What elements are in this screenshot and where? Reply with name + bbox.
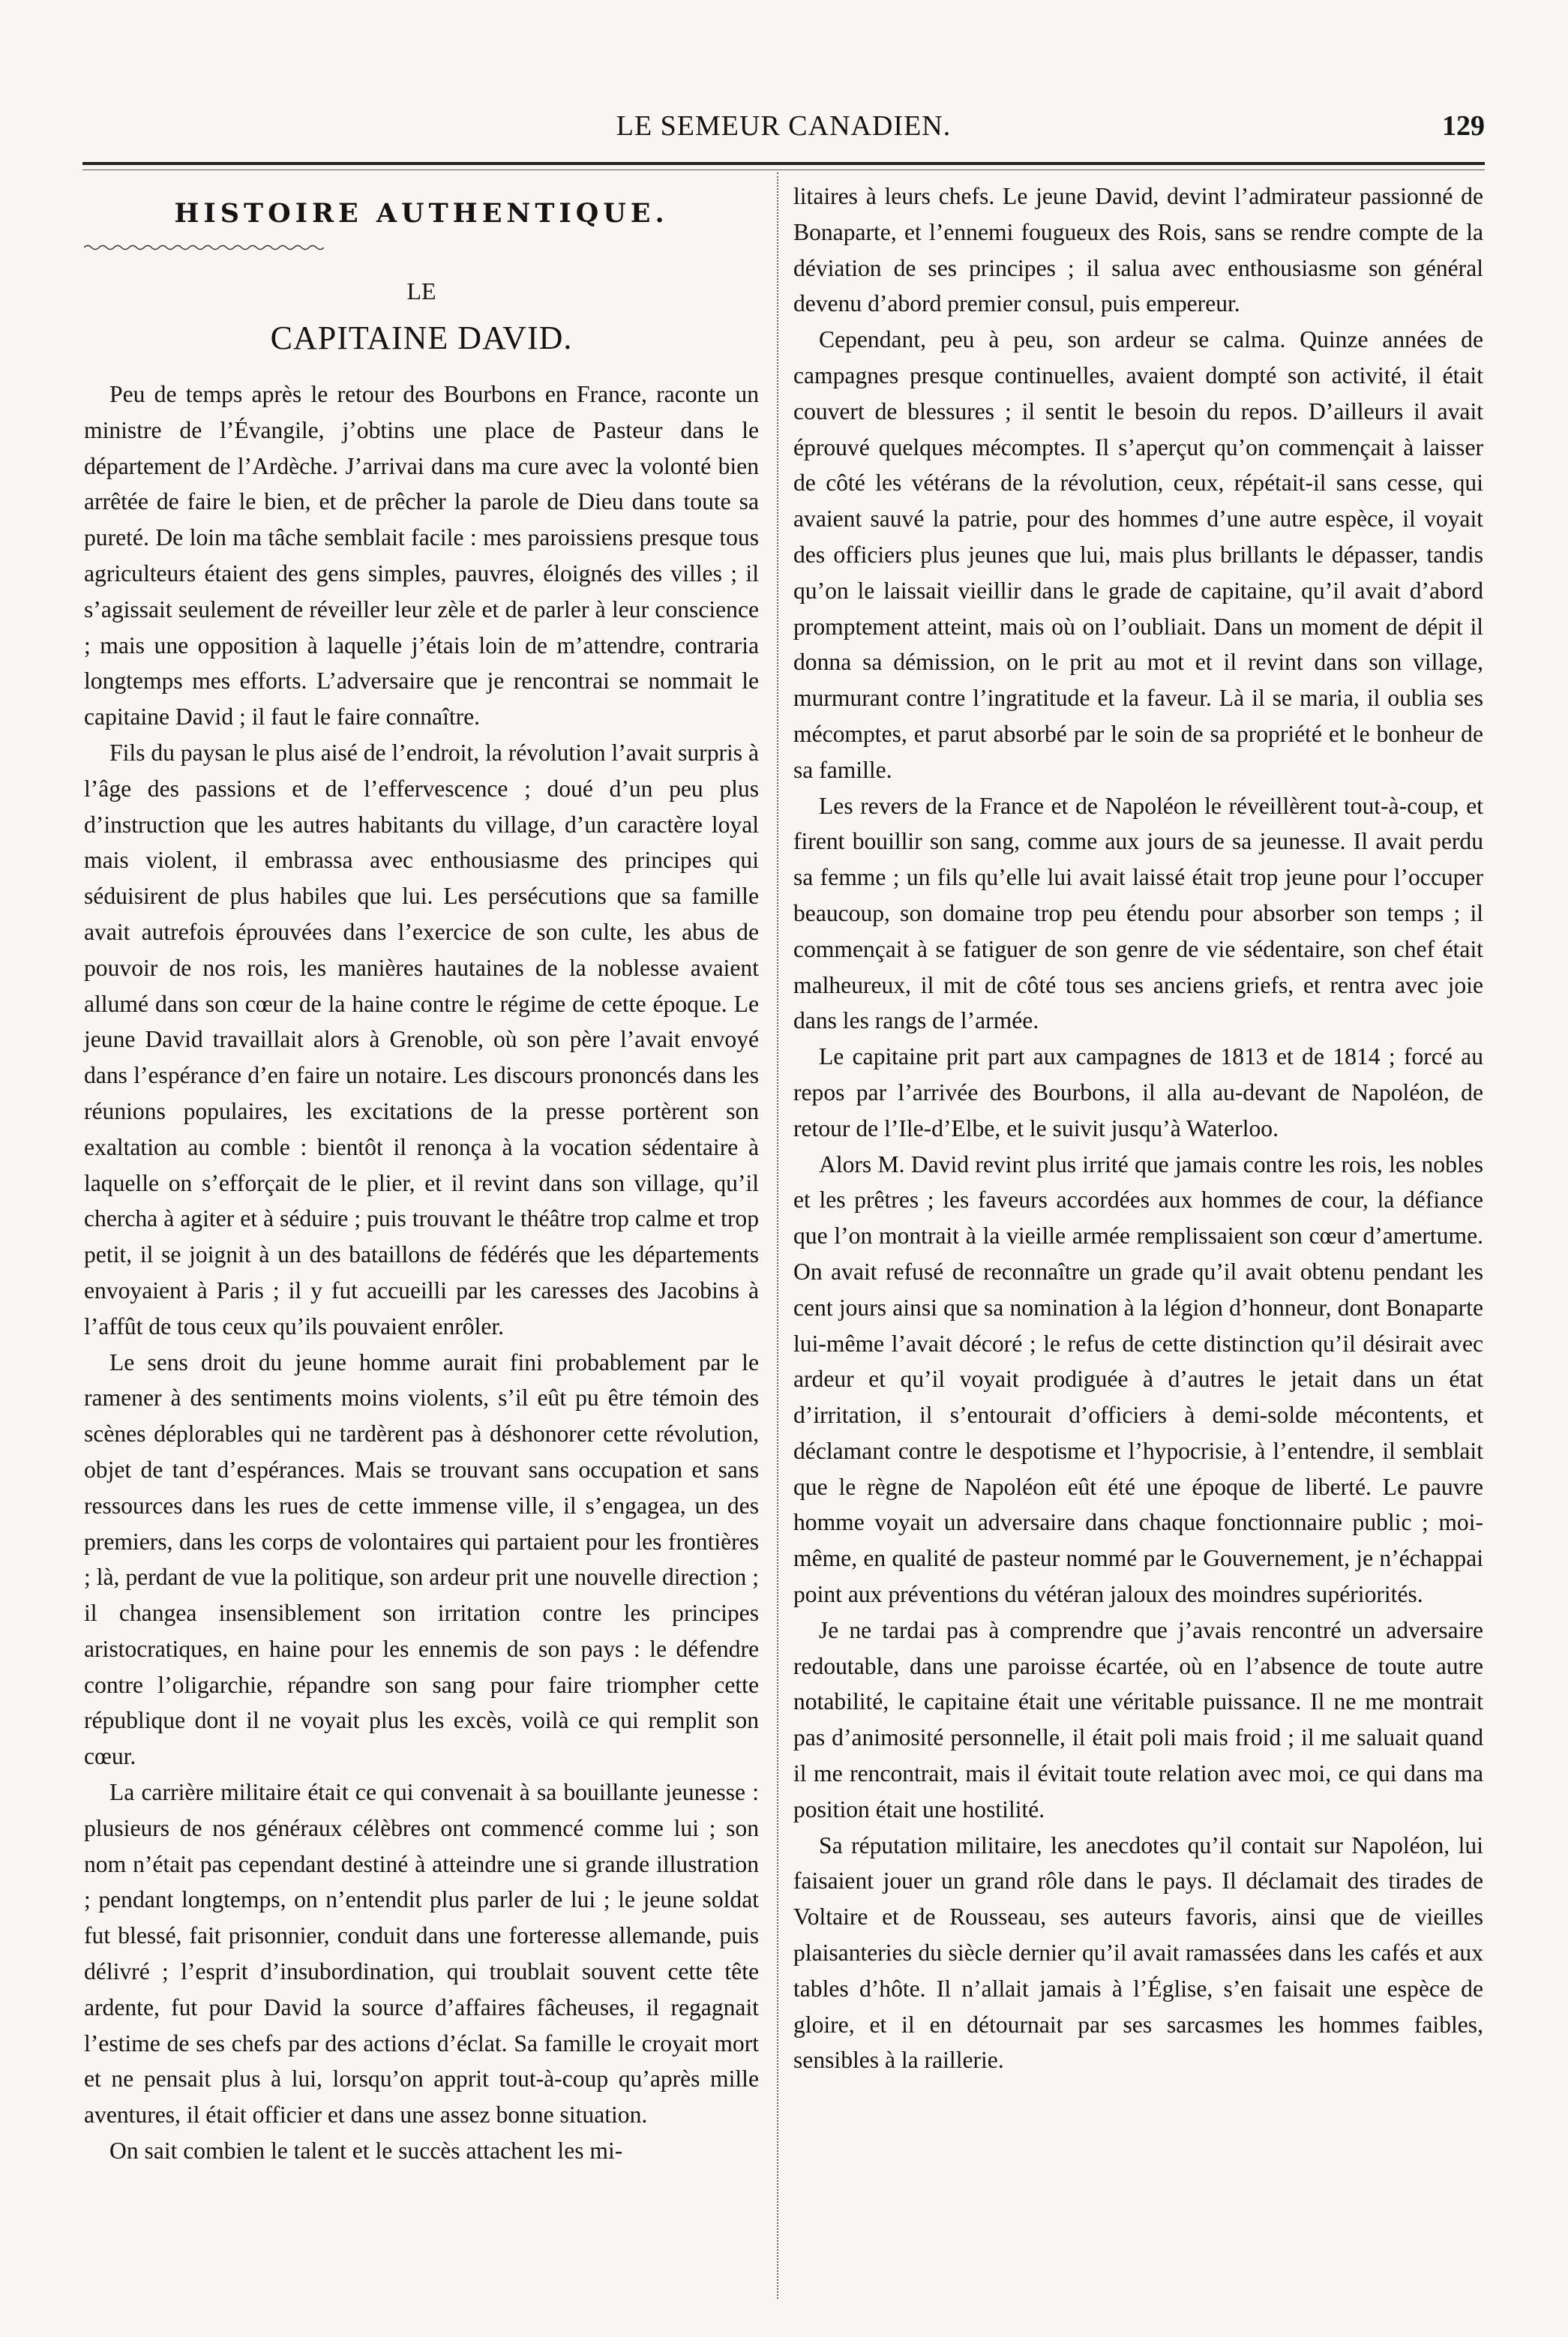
left-column [84,178,759,2169]
newspaper-title: LE SEMEUR CANADIEN. [616,110,952,142]
decorative-wavy-rule [84,244,324,251]
paragraph: Alors M. David revint plus irrité que jamais contre les rois, les nobles et les prêtres ; les faveurs accordées aux hommes de cour, la défiance que l’on montrait à la vieille armée remplissaient son cœur d’amertume. On avait refusé de reconnaître un grade qu’il avait obtenu pendant les cent jours ainsi que sa nomination à la légion d’honneur, dont Bonaparte lui-même l’avait décoré ; le refus de cette distinction qu’il désirait avec ardeur et qu’il voyait prodiguée à d’autres le jetait dans un état d’irritation, il s’entourait d’officiers à demi-solde mécontents, et déclamant contre le despotisme et l’hypocrisie, à l’entendre, il semblait que le règne de Napoléon eût été une époque de liberté. Le pauvre homme voyait un adversaire dans chaque fonctionnaire public ; moi-même, en qualité de pasteur nommé par le Gouvernement, je n’échappai point aux préventions du vétéran jaloux des moindres supériorités. [793,1150,1483,1608]
paragraph: On sait combien le talent et le succès attachent les mi- [109,2138,623,2164]
masthead [82,105,1485,150]
paragraph: Je ne tardai pas à comprendre que j’avais rencontré un adversaire redoutable, dans une paroisse écartée, où en l’absence de toute autre notabilité, le capitaine était une véritable puissance. Il ne me montrait pas d’animosité personnelle, il était poli mais froid ; il me saluait quand il me rencontrait, mais il évitait toute relation avec moi, ce qui dans ma position était une hostilité. [793,1616,1483,1822]
page-number: 129 [1442,110,1485,142]
paragraph: Le capitaine prit part aux campagnes de 1813 et de 1814 ; forcé au repos par l’arrivée des Bourbons, il alla au-devant de Napoléon, de retour de l’Ile-d’Elbe, et le suivit jusqu’à Waterloo. [793,1043,1483,1142]
section-title: HISTOIRE AUTHENTIQUE. [174,198,669,229]
story-title: CAPITAINE DAVID. [270,320,573,356]
right-column [793,178,1483,2078]
paragraph: Cependant, peu à peu, son ardeur se calma. Quinze années de campagnes presque continuelles, avaient dompté son activité, il était couvert de blessures ; il sentit le besoin du repos. D’ailleurs il avait éprouvé quelques mécomptes. Il s’aperçut qu’on commençait à laisser de côté les vétérans de la révolution, ceux, répétait-il sans cesse, qui avaient sauvé la patrie, pour des hommes d’une autre espèce, il voyait des officiers plus jeunes que lui, mais plus brillants le dépasser, tandis qu’on le laissait vieillir dans le grade de capitaine, qu’il avait d’abord promptement atteint, mais où on l’oubliait. Dans un moment de dépit il donna sa démission, on le prit au mot et il revint dans son village, murmurant contre l’ingratitude et la faveur. Là il se maria, il oublia ses mécomptes, et parut absorbé par le soin de sa propriété et le bonheur de sa famille. [793,326,1483,783]
column-divider [777,172,778,2299]
paragraph: Fils du paysan le plus aisé de l’endroit, la révolution l’avait surpris à l’âge des passions et de l’effervescence ; doué d’un peu plus d’instruction que les autres habitants du village, d’un caractère loyal mais violent, il embrassa avec enthousiasme des principes qui séduisirent de plus habiles que lui. Les persécutions que sa famille avait autrefois éprouvées dans l’exercice de son culte, les abus de pouvoir de nos rois, les manières hautaines de la noblesse avaient allumé dans son cœur de la haine contre le régime de cette époque. Le jeune David travaillait alors à Grenoble, où son père l’avait envoyé dans l’espérance d’en faire un notaire. Les discours prononcés dans les réunions populaires, les excitations de la presse portèrent son exaltation au comble : bientôt il renonça à la vocation sédentaire à laquelle on s’efforçait de le plier, et il revint dans son village, qu’il chercha à agiter et à séduire ; puis trouvant le théâtre trop calme et trop petit, il se joignit à un des bataillons de fédérés que les départements envoyaient à Paris ; il y fut accueilli par les caresses des Jacobins à l’affût de tous ceux qu’ils pouvaient enrôler. [84,739,760,1340]
story-label: LE [406,278,436,304]
paragraph: litaires à leurs chefs. Le jeune David, devint l’admirateur passionné de Bonaparte, et l’ennemi fougueux des Rois, sans se rendre compte de la déviation de ses principes ; il salua avec enthousiasme son général devenu d’abord premier consul, puis empereur. [793,183,1483,317]
paragraph: Peu de temps après le retour des Bourbons en France, raconte un ministre de l’Évangile, j’obtins une place de Pasteur dans le département de l’Ardèche. J’arrivai dans ma cure avec la volonté bien arrêtée de faire le bien, et de prêcher la parole de Dieu dans toute sa pureté. De loin ma tâche semblait facile : mes paroissiens presque tous agriculteurs étaient des gens simples, pauvres, éloignés des villes ; il s’agissait seulement de réveiller leur zèle et de parler à leur conscience ; mais une opposition à laquelle j’étais loin de m’attendre, contraria longtemps mes efforts. L’adversaire que je rencontrai se nommait le capitaine David ; il faut le faire connaître. [84,381,759,730]
paragraph: Sa réputation militaire, les anecdotes qu’il contait sur Napoléon, lui faisaient jouer un grand rôle dans le pays. Il déclamait des tirades de Voltaire et de Rousseau, ses auteurs favoris, ainsi que de vieilles plaisanteries du siècle dernier qu’il avait ramassées dans les cafés et aux tables d’hôte. Il n’allait jamais à l’Église, s’en faisait une espèce de gloire, et il en détournait par ses sarcasmes les hommes faibles, sensibles à la raillerie. [793,1832,1483,2074]
paragraph: Le sens droit du jeune homme aurait fini probablement par le ramener à des sentiments moins violents, s’il eût pu être témoin des scènes déplorables qui ne tardèrent pas à déshonorer cette révolution, objet de tant d’espérances. Mais se trouvant sans occupation et sans ressources dans les rues de cette immense ville, il s’engagea, un des premiers, dans les corps de volontaires qui partaient pour les frontières ; là, perdant de vue la politique, son ardeur prit une nouvelle direction ; il changea insensiblement son irritation contre les principes aristocratiques, en haine pour les ennemis de son pays : le défendre contre l’oligarchie, répandre son sang pour faire triompher cette république dont il ne voyait plus les excès, voilà ce qui remplit son cœur. [84,1348,759,1770]
paragraph: La carrière militaire était ce qui convenait à sa bouillante jeunesse : plusieurs de nos généraux célèbres ont commencé comme lui ; son nom n’était pas cependant destiné à atteindre une si grande illustration ; pendant longtemps, on n’entendit plus parler de lui ; le jeune soldat fut blessé, fait prisonnier, conduit dans une forteresse allemande, puis délivré ; l’esprit d’insubordination, qui troublait souvent cette tête ardente, fut pour David la source d’affaires fâcheuses, il regagnait l’estime de ses chefs par des actions d’éclat. Sa famille le croyait mort et ne pensait plus à lui, lorsqu’on apprit tout-à-coup qu’après mille aventures, il était officier et dans une assez bonne situation. [84,1779,759,2128]
paragraph: Les revers de la France et de Napoléon le réveillèrent tout-à-coup, et firent bouillir son sang, comme aux jours de sa jeunesse. Il avait perdu sa femme ; un fils qu’elle lui avait laissé était trop jeune pour l’occuper beaucoup, son domaine trop peu étendu pour absorber son temps ; il commençait à se fatiguer de son genre de vie sédentaire, son chef était malheureux, il mit de côté tous ses anciens griefs, et rentra avec joie dans les rangs de l’armée. [793,792,1483,1034]
header-rule [82,162,1485,165]
